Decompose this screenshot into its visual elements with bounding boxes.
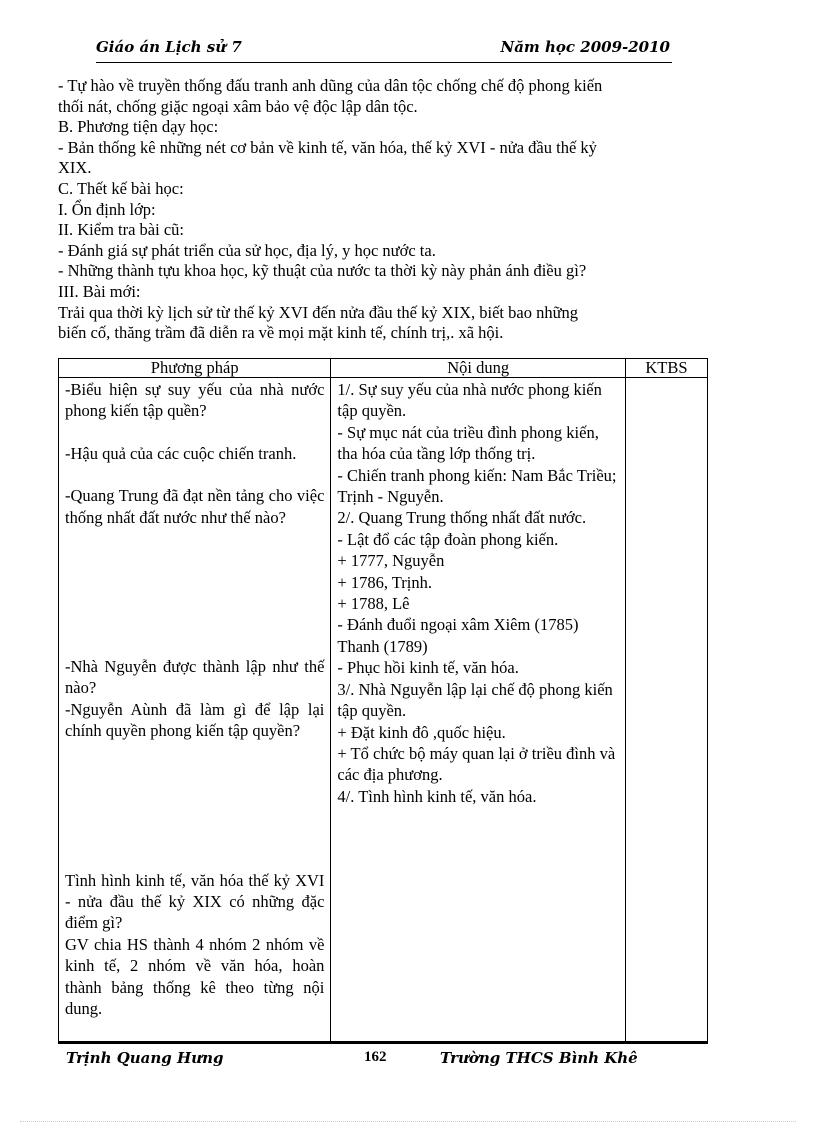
footer-school: Trường THCS Bình Khê [440,1049,638,1067]
content-item: 2/. Quang Trung thống nhất đất nước. [337,508,587,528]
intro-line: - Bản thống kê những nét cơ bản về kinh tế, văn hóa, thế kỷ XVI - nửa đầu thế kỷ [58,137,597,157]
content-item: - Sự mục nát của triều đình phong kiến, tha hóa của tầng lớp thống trị. [337,422,599,464]
page-header [96,38,672,63]
method-item: GV chia HS thành 4 nhóm 2 nhóm về kinh tế, 2 nhóm về văn hóa, hoàn thành bảng thống kê theo từng nội dung. [65,934,325,1019]
table-header-row [59,359,708,378]
header-content: Nội dung [331,359,625,378]
intro-line: I. Ổn định lớp: [58,199,156,219]
lesson-table [58,358,708,1044]
intro-line: - Những thành tựu khoa học, kỹ thuật của nước ta thời kỳ này phản ánh điều gì? [58,261,587,281]
header-ktbs: KTBS [625,359,707,378]
content-item: + 1777, Nguyễn [337,551,445,571]
content-item: + 1786, Trịnh. [337,572,432,592]
page-bottom-divider [20,1121,796,1122]
ktbs-column [625,378,707,1044]
method-item: -Hậu quả của các cuộc chiến tranh. [65,443,297,463]
intro-line: C. Thết kế bài học: [58,178,184,198]
content-item: + 1788, Lê [337,594,410,614]
content-item: 4/. Tình hình kinh tế, văn hóa. [337,786,537,806]
intro-line: II. Kiểm tra bài cũ: [58,220,184,240]
content-column [331,378,625,1044]
intro-line: B. Phương tiện dạy học: [58,117,219,137]
page-footer [58,1041,708,1069]
content-item: - Lật đổ các tập đoàn phong kiến. [337,529,559,549]
content-item: - Đánh đuổi ngoại xâm Xiêm (1785) Thanh (1789) [337,615,579,656]
intro-line: thối nát, chống giặc ngoại xâm bảo vệ độc lập dân tộc. [58,96,418,116]
intro-line: - Đánh giá sự phát triển của sử học, địa lý, y học nước ta. [58,240,436,260]
method-item: Tình hình kinh tế, văn hóa thế kỷ XVI - nửa đầu thế kỷ XIX có những đặc điểm gì? [65,870,325,933]
intro-line: Trải qua thời kỳ lịch sử từ thế kỷ XVI đến nửa đầu thế kỷ XIX, biết bao những [58,302,579,322]
content-item: - Phục hồi kinh tế, văn hóa. [337,658,519,678]
content-item: + Đặt kinh đô ,quốc hiệu. [337,722,506,742]
content-item: 3/. Nhà Nguyễn lập lại chế độ phong kiến tập quyền. [337,679,613,721]
header-subject: Giáo án Lịch sử 7 [96,38,242,56]
method-item: -Nguyễn Aùnh đã làm gì để lập lại chính quyền phong kiến tập quyền? [65,699,325,741]
method-item: -Nhà Nguyễn được thành lập như thế nào? [65,657,325,698]
content-item: 1/. Sự suy yếu của nhà nước phong kiến tập quyền. [337,380,602,421]
content-item: + Tổ chức bộ máy quan lại ở triều đình và các địa phương. [337,743,616,785]
page-number: 162 [364,1049,387,1065]
table-row [59,378,708,1044]
method-item: -Quang Trung đã đạt nền tảng cho việc thống nhất đất nước như thế nào? [65,486,325,527]
intro-text [58,76,708,344]
intro-line: biến cố, thăng trầm đã diễn ra về mọi mặt kinh tế, chính trị,. xã hội. [58,323,504,343]
method-column [59,378,331,1044]
header-method: Phương pháp [59,359,331,378]
footer-author: Trịnh Quang Hưng [66,1049,224,1067]
header-school-year: Năm học 2009-2010 [500,38,670,56]
intro-line: III. Bài mới: [58,281,141,301]
method-item: -Biểu hiện sự suy yếu của nhà nước phong kiến tập quền? [65,380,325,421]
intro-line: - Tự hào về truyền thống đấu tranh anh dũng của dân tộc chống chế độ phong kiến [58,76,603,95]
content-item: - Chiến tranh phong kiến: Nam Bắc Triều; Trịnh - Nguyễn. [337,465,617,507]
intro-line: XIX. [58,158,92,178]
